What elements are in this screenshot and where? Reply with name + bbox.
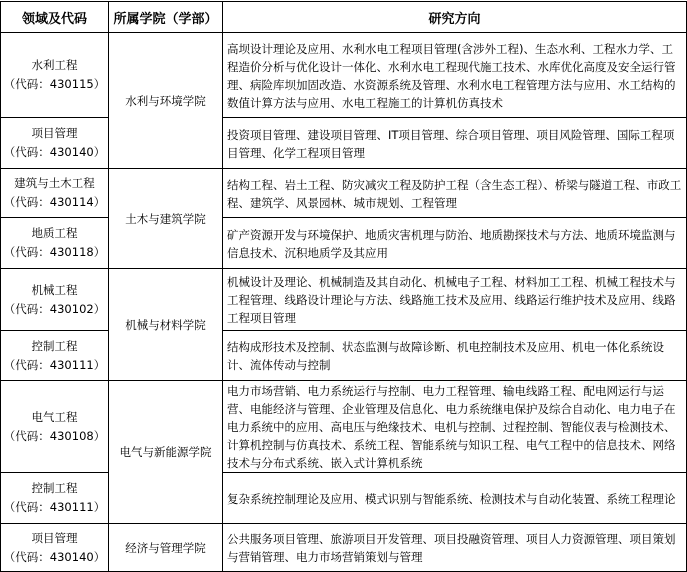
field-code: （代码：430140） <box>3 145 106 159</box>
table-row <box>1 524 687 572</box>
field-cell <box>1 524 109 572</box>
field-name: 地质工程 <box>31 226 78 240</box>
field-name: 水利工程 <box>31 58 78 72</box>
field-code: （代码：430118） <box>3 245 106 259</box>
field-name: 控制工程 <box>31 481 78 495</box>
field-cell <box>1 381 109 473</box>
direction-cell: 矿产资源开发与环境保护、地质灾害机理与防治、地质勘探技术与方法、地质环境监测与信息技术、沉积地质学及其应用 <box>223 218 687 269</box>
header-direction: 研究方向 <box>223 2 687 33</box>
table-row <box>1 218 687 269</box>
table-row <box>1 381 687 473</box>
college-cell: 土木与建筑学院 <box>109 169 223 269</box>
field-cell <box>1 218 109 269</box>
college-cell: 机械与材料学院 <box>109 269 223 381</box>
college-cell: 电气与新能源学院 <box>109 381 223 524</box>
direction-cell: 结构工程、岩土工程、防灾减灾工程及防护工程（含生态工程）、桥梁与隧道工程、市政工程、建筑学、风景园林、城市规划、工程管理 <box>223 169 687 218</box>
field-cell <box>1 473 109 524</box>
table-row <box>1 33 687 118</box>
field-cell <box>1 33 109 118</box>
field-name: 项目管理 <box>31 530 78 545</box>
college-cell: 经济与管理学院 <box>109 524 223 572</box>
direction-cell: 投资项目管理、建设项目管理、IT项目管理、综合项目管理、项目风险管理、国际工程项目管理、化学工程项目管理 <box>223 118 687 169</box>
field-cell <box>1 169 109 218</box>
header-field: 领域及代码 <box>1 2 109 33</box>
college-cell: 水利与环境学院 <box>109 33 223 169</box>
field-code: （代码：430102） <box>3 301 106 316</box>
table-row <box>1 331 687 381</box>
table-row <box>1 269 687 331</box>
field-name: 电气工程 <box>31 409 78 424</box>
header-college: 所属学院（学部） <box>109 2 223 33</box>
field-code: （代码：430111） <box>3 500 106 514</box>
field-code: （代码：430115） <box>3 77 106 91</box>
table-row <box>1 473 687 524</box>
direction-cell: 公共服务项目管理、旅游项目开发管理、项目投融资管理、项目人力资源管理、项目策划与营销管理、电力市场营销策划与管理 <box>223 524 687 572</box>
field-cell <box>1 118 109 169</box>
field-name: 机械工程 <box>31 282 78 297</box>
direction-cell: 结构成形技术及控制、状态监测与故障诊断、机电控制技术及应用、机电一体化系统设计、流体传动与控制 <box>223 331 687 381</box>
field-code: （代码：430140） <box>3 549 106 564</box>
field-name: 建筑与土木工程 <box>14 176 95 190</box>
field-code: （代码：430114） <box>3 195 106 209</box>
header-row <box>1 2 687 33</box>
research-directions-table <box>0 1 687 572</box>
field-name: 控制工程 <box>31 338 78 353</box>
direction-cell: 高坝设计理论及应用、水利水电工程项目管理(含涉外工程)、生态水利、工程水力学、工程造价分析与优化设计一体化、水利水电工程现代施工技术、水库优化高度及安全运行管理、病险库坝加固改造、水资源系统及管理、水利水电工程管理方法与应用、水工结构的数值计算方法与应用、水电工程施工的计算机仿真技术 <box>223 33 687 118</box>
field-cell <box>1 269 109 331</box>
field-name: 项目管理 <box>31 126 78 140</box>
direction-cell: 电力市场营销、电力系统运行与控制、电力工程管理、输电线路工程、配电网运行与运营、电能经济与管理、企业管理及信息化、电力系统继电保护及综合自动化、电力电子在电力系统中的应用、高电压与绝缘技术、电机与控制、过程控制、智能仪表与检测技术、计算机控制与仿真技术、系统工程、智能系统与知识工程、电气工程中的信息技术、网络技术与分布式系统、嵌入式计算机系统 <box>223 381 687 473</box>
table-row <box>1 169 687 218</box>
field-code: （代码：430108） <box>3 428 106 443</box>
table-row <box>1 118 687 169</box>
field-cell <box>1 331 109 381</box>
direction-cell: 机械设计及理论、机械制造及其自动化、机械电子工程、材料加工工程、机械工程技术与工程管理、线路设计理论与方法、线路施工技术及应用、线路运行维护技术及应用、线路工程项目管理 <box>223 269 687 331</box>
field-code: （代码：430111） <box>3 357 106 372</box>
direction-cell: 复杂系统控制理论及应用、模式识别与智能系统、检测技术与自动化装置、系统工程理论 <box>223 473 687 524</box>
